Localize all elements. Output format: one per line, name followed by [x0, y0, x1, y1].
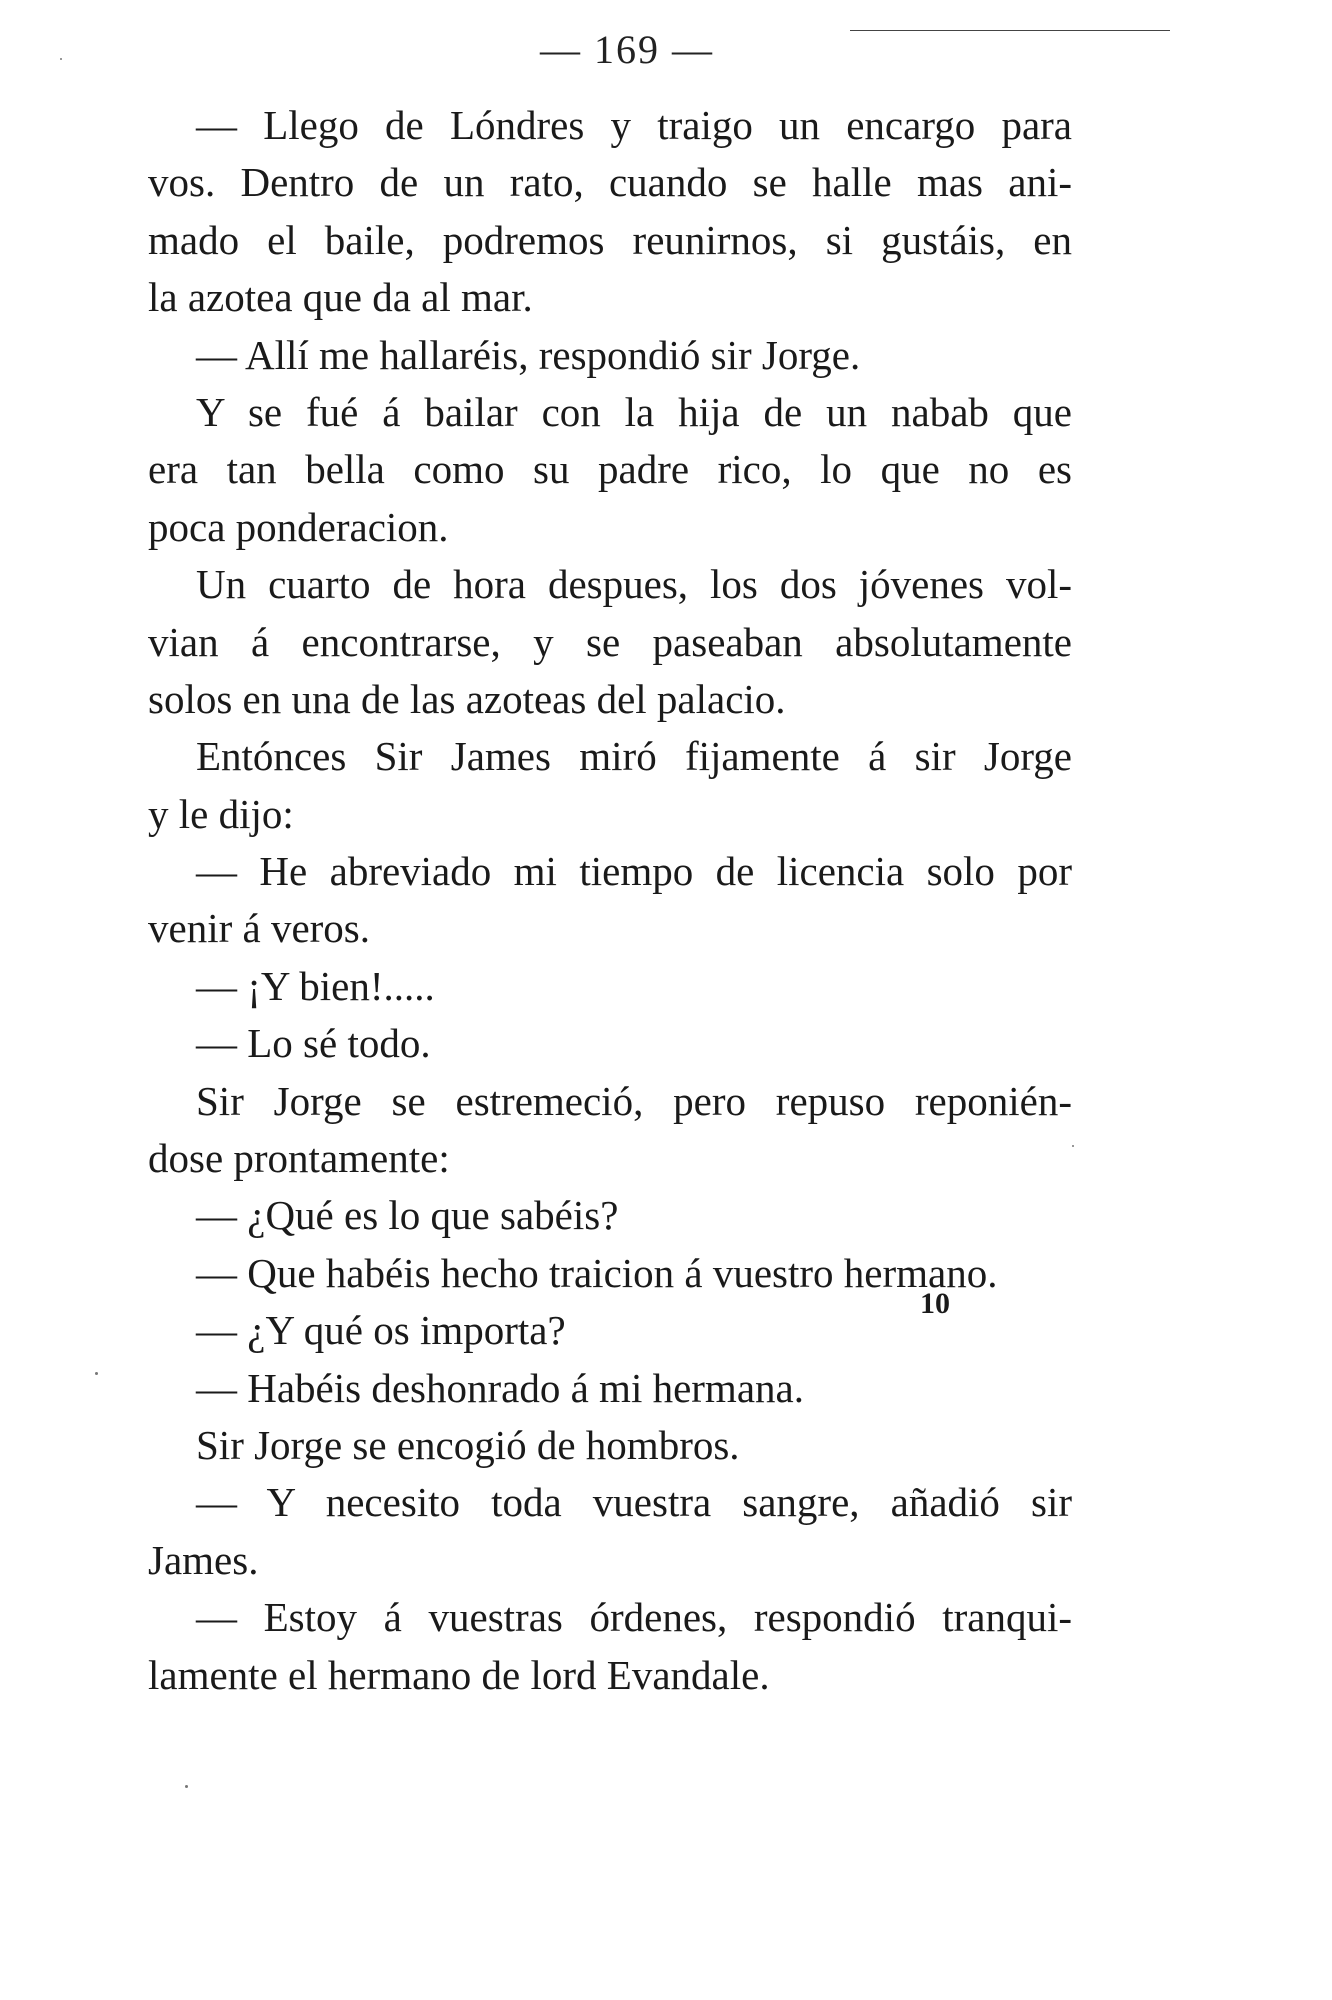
- text-line: vos. Dentro de un rato, cuando se halle mas ani-: [148, 159, 1072, 206]
- text-line: mado el baile, podremos reunirnos, si gustáis, en: [148, 216, 1072, 263]
- text-line: — ¿Qué es lo que sabéis?: [196, 1192, 619, 1239]
- text-line: Sir Jorge se encogió de hombros.: [196, 1421, 740, 1468]
- text-line: era tan bella como su padre rico, lo que no es: [148, 446, 1072, 493]
- text-line: — Que habéis hecho traicion á vuestro hermano.: [196, 1249, 998, 1296]
- text-line: — Y necesito toda vuestra sangre, añadió sir: [196, 1479, 1072, 1526]
- text-line: James.: [148, 1536, 259, 1583]
- text-line: Un cuarto de hora despues, los dos jóvenes vol-: [196, 561, 1072, 608]
- text-line: venir á veros.: [148, 905, 370, 952]
- text-line: y le dijo:: [148, 790, 294, 837]
- text-line: vian á encontrarse, y se paseaban absolutamente: [148, 618, 1072, 665]
- text-line: — ¿Y qué os importa?: [196, 1307, 566, 1354]
- text-line: dose prontamente:: [148, 1135, 450, 1182]
- page-number-header: — 169 —: [540, 20, 850, 80]
- text-line: lamente el hermano de lord Evandale.: [148, 1651, 770, 1698]
- text-line: — He abreviado mi tiempo de licencia solo por: [196, 848, 1072, 895]
- text-line: Sir Jorge se estremeció, pero repuso reponién-: [196, 1077, 1072, 1124]
- text-line: la azotea que da al mar.: [148, 274, 533, 321]
- text-line: — Llego de Lóndres y traigo un encargo para: [196, 102, 1072, 148]
- text-line: — Habéis deshonrado á mi hermana.: [196, 1364, 804, 1411]
- text-line: poca ponderacion.: [148, 503, 449, 550]
- text-line: — Lo sé todo.: [196, 1020, 431, 1067]
- text-line: solos en una de las azoteas del palacio.: [148, 675, 786, 722]
- body-text: [148, 97, 1072, 1704]
- text-line: — ¡Y bien!.....: [196, 962, 435, 1009]
- text-line: — Estoy á vuestras órdenes, respondió tranqui-: [196, 1594, 1072, 1641]
- text-line: Y se fué á bailar con la hija de un nabab que: [196, 388, 1072, 435]
- text-line: — Allí me hallaréis, respondió sir Jorge.: [196, 331, 861, 378]
- paper-speck: [1072, 1145, 1074, 1147]
- paper-speck: [95, 1372, 98, 1375]
- paper-speck: [185, 1785, 188, 1788]
- paper-speck: [60, 58, 62, 60]
- signature-mark: 10: [920, 1287, 950, 1320]
- text-line: Entónces Sir James miró fijamente á sir Jorge: [196, 733, 1072, 780]
